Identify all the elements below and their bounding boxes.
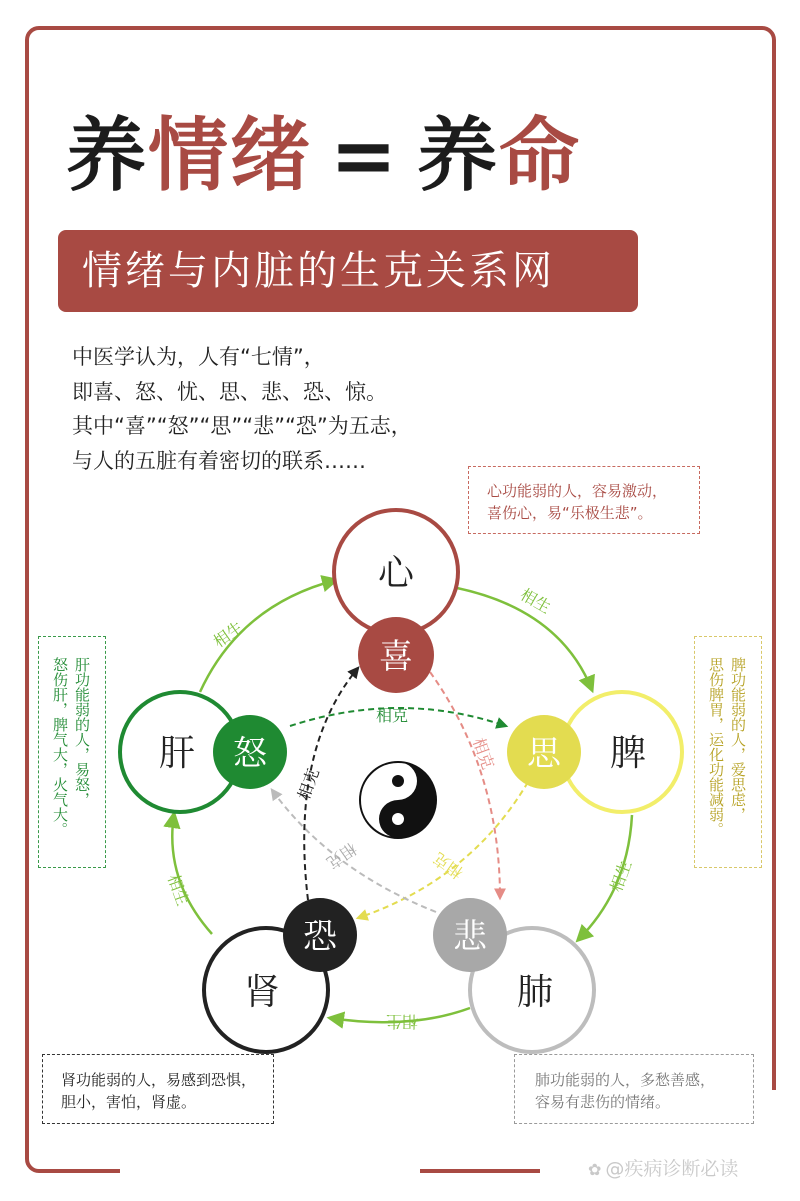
restrain-label: 相克: [429, 848, 467, 883]
heart-node: [334, 510, 458, 693]
lung-note-line: 容易有悲伤的情绪。: [535, 1093, 671, 1111]
subtitle-banner: 情绪与内脏的生克关系网: [58, 230, 638, 312]
kidney-note-line: 胆小，害怕，肾虚。: [61, 1093, 197, 1111]
emotion-label-fear: 恐: [303, 917, 337, 957]
spleen-note-line: 脾功能弱的人，爱思虑，: [729, 657, 747, 822]
generate-label: 相生: [209, 617, 247, 652]
watermark-icon: ✿: [588, 1160, 602, 1179]
title-part-2: 情绪: [148, 109, 312, 202]
spleen-note-line: 思伤脾胃，运化功能减弱。: [707, 657, 725, 837]
emotion-label-joy: 喜: [379, 637, 413, 677]
title-part-4: 命: [499, 109, 582, 202]
heart-note-line: 喜伤心，易“乐极生悲”。: [487, 504, 653, 522]
spleen-node: [507, 692, 682, 812]
kidney-note-line: 肾功能弱的人，易感到恐惧，: [61, 1071, 257, 1089]
generate-label: 相生: [517, 584, 555, 618]
emotion-label-thought: 思: [527, 734, 561, 774]
generate-label: 相生: [385, 1012, 418, 1031]
intro-line: 即喜、怒、忧、思、悲、恐、惊。: [72, 379, 387, 404]
intro-line: 中医学认为，人有“七情”，: [72, 345, 325, 369]
organ-label-heart: 心: [377, 553, 415, 594]
organ-label-lung: 肺: [516, 972, 554, 1013]
title-equals: =: [330, 109, 400, 202]
generate-label: 相生: [606, 857, 636, 895]
lung-node: [433, 898, 594, 1052]
liver-note-line: 怒伤肝，脾气大，火气大。: [51, 657, 69, 837]
heart-note-line: 心功能弱的人，容易激动，: [487, 482, 668, 500]
organ-label-kidney: 肾: [243, 972, 281, 1013]
watermark-text: @疾病诊断必读: [605, 1158, 739, 1180]
yin-yang-icon: [360, 762, 436, 838]
organ-label-liver: 肝: [158, 733, 196, 774]
kidney-node: [204, 898, 357, 1052]
liver-note-line: 肝功能弱的人，易怒，: [73, 657, 91, 807]
emotion-label-anger: 怒: [233, 734, 267, 774]
emotion-label-grief: 悲: [453, 917, 487, 957]
restrain-label: 相克: [323, 838, 361, 873]
liver-node: [120, 692, 287, 812]
watermark: [588, 1154, 738, 1181]
intro-line: 其中“喜”“怒”“思”“悲”“恐”为五志，: [72, 414, 412, 438]
lung-note-line: 肺功能弱的人，多愁善感，: [535, 1071, 716, 1089]
title-part-1: 养: [66, 109, 148, 202]
restrain-label: 相克: [294, 765, 323, 803]
generate-label: 相生: [163, 871, 193, 909]
restrain-label: 相克: [469, 735, 498, 772]
intro-line: 与人的五脏有着密切的联系……: [72, 448, 366, 473]
title-part-3: 养: [417, 109, 500, 202]
restrain-label: 相克: [376, 706, 409, 725]
organ-label-spleen: 脾: [609, 733, 647, 774]
